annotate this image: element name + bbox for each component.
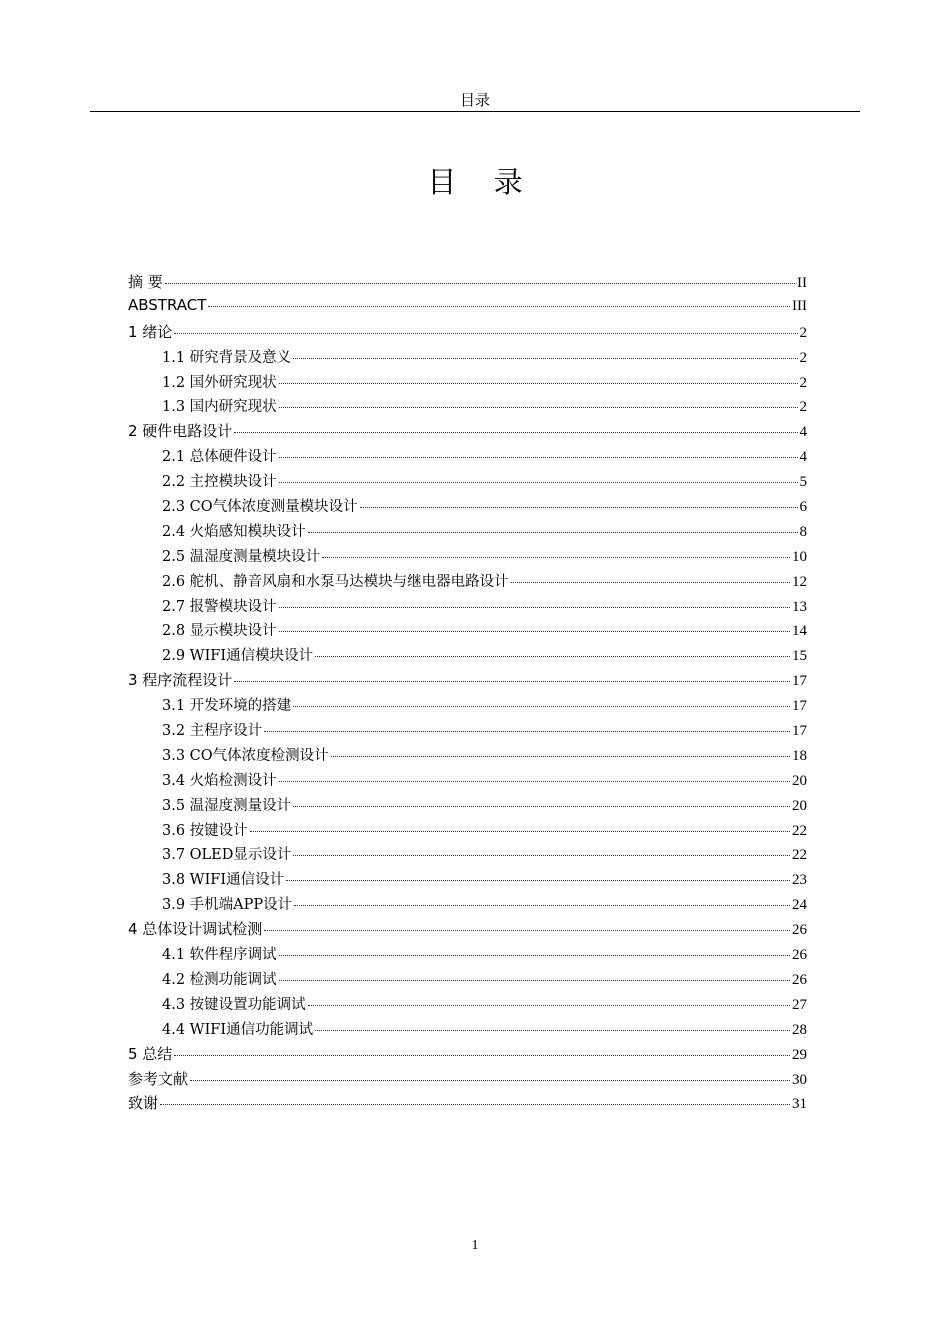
toc-entry-label: 1 绪论 bbox=[128, 322, 173, 341]
toc-entry-page-number: 8 bbox=[799, 523, 807, 540]
toc-dot-leader bbox=[279, 781, 790, 782]
toc-entry-page-number: 2 bbox=[799, 399, 807, 416]
toc-entry-label: 2.4 火焰感知模块设计 bbox=[162, 523, 306, 540]
toc-entry[interactable] bbox=[128, 1092, 807, 1117]
toc-dot-leader bbox=[279, 407, 798, 408]
toc-entry[interactable] bbox=[128, 868, 807, 893]
toc-dot-leader bbox=[308, 532, 798, 533]
toc-entry-page-number: 26 bbox=[792, 922, 807, 939]
toc-entry-page-number: 17 bbox=[792, 698, 807, 715]
toc-entry[interactable] bbox=[128, 669, 807, 694]
toc-dot-leader bbox=[160, 1104, 790, 1105]
header-rule bbox=[90, 111, 860, 112]
page-number: 1 bbox=[471, 1238, 479, 1253]
toc-entry-label: 2 硬件电路设计 bbox=[128, 422, 233, 441]
toc-entry-label: 2.1 总体硬件设计 bbox=[162, 449, 277, 466]
toc-entry[interactable] bbox=[128, 271, 807, 296]
toc-dot-leader bbox=[279, 955, 790, 956]
toc-entry[interactable] bbox=[128, 520, 807, 545]
toc-entry[interactable] bbox=[128, 445, 807, 470]
toc-dot-leader bbox=[279, 631, 790, 632]
toc-entry-page-number: 31 bbox=[792, 1096, 807, 1113]
toc-entry[interactable] bbox=[128, 644, 807, 669]
toc-entry[interactable] bbox=[128, 321, 807, 346]
toc-entry[interactable] bbox=[128, 1018, 807, 1043]
toc-entry-page-number: 26 bbox=[792, 971, 807, 988]
toc-entry-label: 3.8 WIFI通信设计 bbox=[162, 872, 285, 889]
toc-dot-leader bbox=[331, 756, 790, 757]
toc-entry-page-number: 28 bbox=[792, 1021, 807, 1038]
toc-entry-label: 2.3 CO气体浓度测量模块设计 bbox=[162, 499, 358, 516]
toc-entry-page-number: 18 bbox=[792, 747, 807, 764]
toc-entry[interactable] bbox=[128, 346, 807, 371]
toc-dot-leader bbox=[279, 607, 790, 608]
toc-entry-label: 2.6 舵机、静音风扇和水泵马达模块与继电器电路设计 bbox=[162, 573, 509, 590]
toc-entry-page-number: 29 bbox=[792, 1046, 807, 1063]
toc-entry-page-number: 14 bbox=[792, 623, 807, 640]
toc-dot-leader bbox=[190, 1080, 790, 1081]
toc-entry-page-number: 4 bbox=[799, 424, 807, 441]
toc-entry-label: 3.7 OLED显示设计 bbox=[162, 847, 292, 864]
toc-entry-label: 3.5 温湿度测量设计 bbox=[162, 797, 292, 814]
toc-dot-leader bbox=[234, 432, 797, 433]
toc-entry-label: 3.1 开发环境的搭建 bbox=[162, 698, 292, 715]
toc-entry-label: 2.8 显示模块设计 bbox=[162, 623, 277, 640]
toc-dot-leader bbox=[174, 333, 797, 334]
toc-entry[interactable] bbox=[128, 1043, 807, 1068]
toc-entry-page-number: 20 bbox=[792, 772, 807, 789]
toc-entry[interactable] bbox=[128, 819, 807, 844]
toc-dot-leader bbox=[293, 706, 790, 707]
toc-entry-label: 2.9 WIFI通信模块设计 bbox=[162, 648, 314, 665]
toc-entry-page-number: III bbox=[792, 297, 807, 314]
toc-dot-leader bbox=[250, 831, 790, 832]
toc-dot-leader bbox=[264, 930, 790, 931]
toc-entry-page-number: 12 bbox=[792, 573, 807, 590]
toc-entry[interactable] bbox=[128, 968, 807, 993]
toc-entry-page-number: 26 bbox=[792, 947, 807, 964]
toc-entry-page-number: 22 bbox=[792, 822, 807, 839]
toc-entry-label: 3.2 主程序设计 bbox=[162, 723, 263, 740]
toc-entry-page-number: 2 bbox=[799, 349, 807, 366]
toc-entry-label: 3.6 按键设计 bbox=[162, 822, 248, 839]
toc-entry[interactable] bbox=[128, 570, 807, 595]
toc-entry[interactable] bbox=[128, 545, 807, 570]
toc-entry-label: 4.3 按键设置功能调试 bbox=[162, 996, 306, 1013]
toc-entry[interactable] bbox=[128, 769, 807, 794]
toc-entry-page-number: 6 bbox=[799, 499, 807, 516]
toc-entry[interactable] bbox=[128, 794, 807, 819]
toc-entry-page-number: 22 bbox=[792, 847, 807, 864]
toc-entry[interactable] bbox=[128, 395, 807, 420]
toc-entry-label: 4.4 WIFI通信功能调试 bbox=[162, 1021, 314, 1038]
toc-dot-leader bbox=[315, 656, 790, 657]
toc-dot-leader bbox=[293, 855, 790, 856]
toc-entry-page-number: 30 bbox=[792, 1071, 807, 1088]
table-of-contents bbox=[128, 271, 807, 1117]
toc-entry-page-number: II bbox=[797, 275, 807, 291]
toc-entry-label: 摘 要 bbox=[128, 273, 163, 291]
toc-entry[interactable] bbox=[128, 843, 807, 868]
toc-dot-leader bbox=[279, 980, 790, 981]
toc-entry[interactable] bbox=[128, 993, 807, 1018]
toc-dot-leader bbox=[293, 358, 797, 359]
toc-entry-page-number: 24 bbox=[792, 897, 807, 914]
toc-entry-page-number: 23 bbox=[792, 872, 807, 889]
toc-entry-label: 2.5 温湿度测量模块设计 bbox=[162, 548, 321, 565]
toc-entry[interactable] bbox=[128, 719, 807, 744]
toc-dot-leader bbox=[279, 383, 798, 384]
toc-dot-leader bbox=[511, 582, 790, 583]
toc-entry[interactable] bbox=[128, 470, 807, 495]
toc-entry[interactable] bbox=[128, 371, 807, 396]
toc-entry-label: 1.1 研究背景及意义 bbox=[162, 349, 292, 366]
toc-dot-leader bbox=[360, 507, 798, 508]
toc-entry[interactable] bbox=[128, 296, 807, 321]
toc-dot-leader bbox=[293, 806, 790, 807]
toc-entry-page-number: 2 bbox=[799, 374, 807, 391]
toc-entry[interactable] bbox=[128, 1068, 807, 1093]
toc-entry-label: 3.9 手机端APP设计 bbox=[162, 897, 293, 914]
toc-entry-page-number: 4 bbox=[799, 449, 807, 466]
toc-entry-page-number: 27 bbox=[792, 996, 807, 1013]
toc-entry-label: ABSTRACT bbox=[128, 295, 207, 314]
toc-entry-label: 1.3 国内研究现状 bbox=[162, 399, 277, 416]
toc-dot-leader bbox=[208, 306, 790, 307]
toc-entry[interactable] bbox=[128, 595, 807, 620]
toc-entry-label: 3 程序流程设计 bbox=[128, 671, 233, 690]
page-title: 目 录 bbox=[427, 165, 537, 199]
toc-entry[interactable] bbox=[128, 893, 807, 918]
toc-entry[interactable] bbox=[128, 420, 807, 445]
toc-entry-label: 5 总结 bbox=[128, 1044, 173, 1063]
toc-entry-label: 参考文献 bbox=[128, 1069, 189, 1088]
toc-entry[interactable] bbox=[128, 918, 807, 943]
toc-dot-leader bbox=[279, 457, 798, 458]
toc-entry-label: 3.3 CO气体浓度检测设计 bbox=[162, 747, 329, 764]
toc-entry[interactable] bbox=[128, 943, 807, 968]
toc-dot-leader bbox=[315, 1030, 790, 1031]
toc-entry-page-number: 13 bbox=[792, 598, 807, 615]
toc-entry-page-number: 17 bbox=[792, 723, 807, 740]
toc-dot-leader bbox=[264, 731, 790, 732]
toc-entry[interactable] bbox=[128, 495, 807, 520]
toc-entry-label: 4.2 检测功能调试 bbox=[162, 971, 277, 988]
toc-entry[interactable] bbox=[128, 694, 807, 719]
toc-dot-leader bbox=[234, 681, 790, 682]
toc-entry-page-number: 2 bbox=[799, 324, 807, 341]
toc-entry-label: 2.2 主控模块设计 bbox=[162, 474, 277, 491]
toc-dot-leader bbox=[165, 283, 795, 284]
toc-entry[interactable] bbox=[128, 619, 807, 644]
toc-entry-page-number: 20 bbox=[792, 797, 807, 814]
toc-entry-label: 4.1 软件程序调试 bbox=[162, 947, 277, 964]
toc-entry-page-number: 10 bbox=[792, 548, 807, 565]
toc-dot-leader bbox=[174, 1055, 790, 1056]
toc-entry-label: 致谢 bbox=[128, 1094, 159, 1113]
toc-dot-leader bbox=[308, 1005, 790, 1006]
toc-dot-leader bbox=[322, 557, 790, 558]
toc-entry-page-number: 17 bbox=[792, 673, 807, 690]
toc-entry-label: 3.4 火焰检测设计 bbox=[162, 772, 277, 789]
running-header: 目录 bbox=[459, 91, 490, 109]
toc-entry[interactable] bbox=[128, 744, 807, 769]
toc-dot-leader bbox=[294, 905, 790, 906]
toc-dot-leader bbox=[279, 482, 798, 483]
toc-entry-page-number: 15 bbox=[792, 648, 807, 665]
toc-entry-label: 4 总体设计调试检测 bbox=[128, 920, 263, 939]
toc-entry-label: 1.2 国外研究现状 bbox=[162, 374, 277, 391]
toc-entry-page-number: 5 bbox=[799, 474, 807, 491]
toc-dot-leader bbox=[286, 880, 790, 881]
toc-entry-label: 2.7 报警模块设计 bbox=[162, 598, 277, 615]
